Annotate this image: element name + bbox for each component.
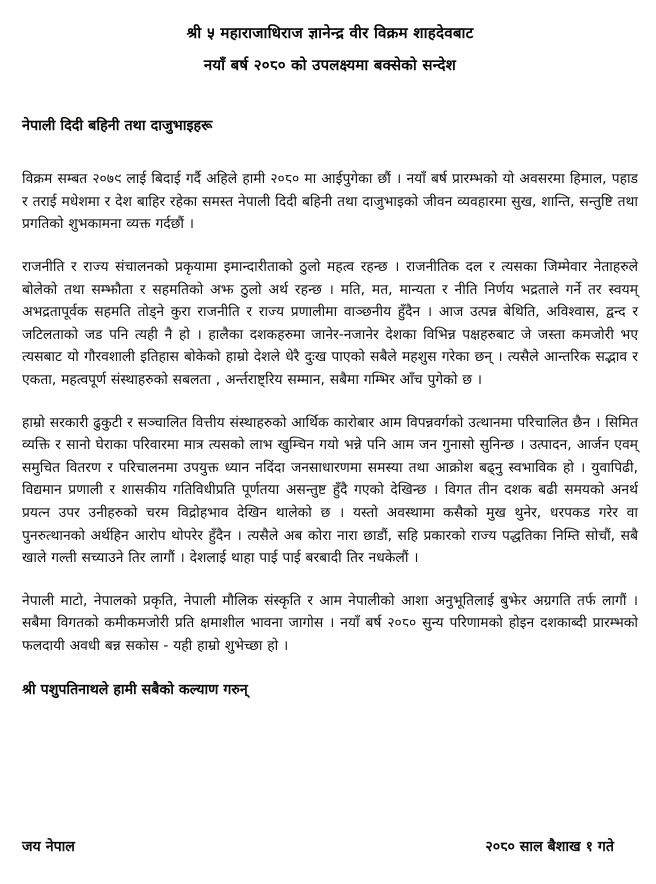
blessing-line: श्री पशुपतिनाथले हामी सबैको कल्याण गरुन् bbox=[22, 681, 248, 698]
body-text bbox=[22, 168, 638, 657]
paragraph: हाम्रो सरकारी ढुकुटी र सञ्चालित वित्तीय संस्थाहरुको आर्थिक कारोबार आम विपन्नवर्गको उत्थानमा परिचालित छैन । सिमित व्यक्ति र सानो घेराका परिवारमा मात्र त्यसको लाभ खुम्चिन गयो भन्ने पनि आम जन गुनासो सुनिन्छ । उत्पादन, आर्जन एवम् समुचित वितरण र परिचालनमा उपयुक्त ध्यान नदिंदा जनसाधारणमा समस्या तथा आक्रोश बढ्नु स्वभाविक हो । युवापिढी, विद्यमान प्रणाली र शासकीय गतिविधीप्रति पूर्णतया असन्तुष्ट हुँदै गएको देखिन्छ । विगत तीन दशक बढी समयको अनर्थ प्रयत्न उपर उनीहरुको चरम विद्रोहभाव देखिन थालेको छ । यस्तो अवस्थामा कसैको मुख थुनेर, धरपकड गरेर वा पुनरुत्थानको अर्थहिन आरोप थोपरेर हुँदैन । त्यसैले अब कोरा नारा छाडौं, सहि प्रकारको राज्य पद्धतिका निम्ति सोचौं, सबै खाले गल्ती सच्याउने तिर लागौं । देशलाई थाहा पाई पाई बरबादी तिर नधकेलौं । bbox=[22, 414, 638, 567]
document-heading bbox=[22, 0, 638, 76]
heading-line-2: नयाँ बर्ष २०८० को उपलक्ष्यमा बक्सेको सन्देश bbox=[203, 55, 457, 74]
footer-salutation: जय नेपाल bbox=[22, 839, 75, 855]
paragraph: राजनीति र राज्य संचालनको प्रकृयामा इमान्दारीताको ठुलो महत्व रहन्छ । राजनीतिक दल र त्यसका जिम्मेवार नेताहरुले बोलेको तथा सम्झौता र सहमतिको अझ ठुलो अर्थ रहन्छ । मति, मत, मान्यता र नीति निर्णय भद्रताले गर्ने तर स्वयम् अभद्रतापूर्वक सहमति तोड्ने कुरा राजनीति र राज्य प्रणालीमा वाञ्छनीय हुँदैन । आज उत्पन्न बेथिति, अविश्वास, द्वन्द र जटिलताको जड पनि त्यही नै हो । हालैका दशकहरुमा जानेर-नजानेर देशका विभिन्न पक्षहरुबाट जे जस्ता कमजोरी भए त्यसबाट यो गौरवशाली इतिहास बोकेको हाम्रो देशले धेरै दुःख पाएको सबैले महशुस गरेका छन् । त्यसैले आन्तरिक सद्भाव र एकता, महत्वपूर्ण संस्थाहरुको सबलता , अर्न्तराष्ट्रिय सम्मान, सबैमा गम्भिर आँच पुगेको छ । bbox=[22, 259, 638, 389]
salutation: नेपाली दिदी बहिनी तथा दाजुभाइहरू bbox=[22, 118, 213, 135]
footer-date: २०८० साल बैशाख १ गते bbox=[485, 839, 614, 855]
heading-line-1: श्री ५ महाराजाधिराज ज्ञानेन्द्र वीर विक्रम शाहदेवबाट bbox=[186, 24, 474, 42]
paragraph: नेपाली माटो, नेपालको प्रकृति, नेपाली मौलिक संस्कृति र आम नेपालीको आशा अनुभूतिलाई बुझेर अग्रगति तर्फ लागौं । सबैमा विगतको कमीकमजोरी प्रति क्षमाशील भावना जागोस । नयाँ बर्ष २०८० सुन्य परिणामको होइन दशकाब्दी प्रारम्भको फलदायी अवधी बन्न सकोस - यही हाम्रो शुभेच्छा हो । bbox=[22, 592, 638, 654]
paragraph: विक्रम सम्बत २०७९ लाई बिदाई गर्दै अहिले हामी २०८० मा आईपुगेका छौं । नयाँ बर्ष प्रारम्भको यो अवसरमा हिमाल, पहाड र तराई मधेशमा र देश बाहिर रहेका समस्त नेपाली दिदी बहिनी तथा दाजुभाइको जीवन व्यवहारमा सुख, शान्ति, सन्तुष्टि तथा प्रगतिको शुभकामना व्यक्त गर्दछौं । bbox=[22, 171, 638, 233]
document-footer bbox=[22, 837, 638, 856]
